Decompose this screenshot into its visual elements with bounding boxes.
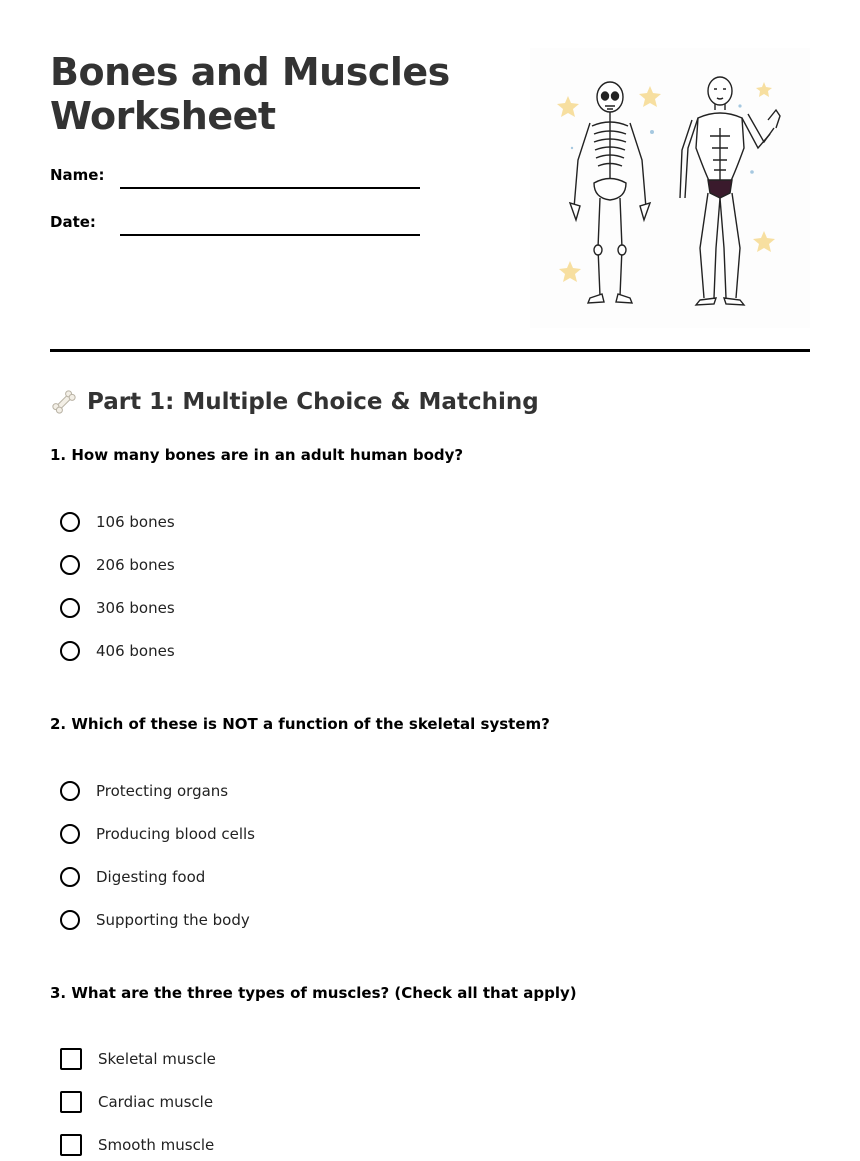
option-label: Producing blood cells (96, 825, 255, 843)
skeleton-figure (570, 82, 650, 303)
option-label: 206 bones (96, 556, 175, 574)
checkbox[interactable] (60, 1048, 82, 1070)
radio-button[interactable] (60, 824, 80, 844)
date-label: Date: (50, 213, 96, 231)
radio-button[interactable] (60, 910, 80, 930)
option-label: 406 bones (96, 642, 175, 660)
checkbox[interactable] (60, 1134, 82, 1156)
option-q2-c[interactable] (60, 864, 205, 890)
option-label: 306 bones (96, 599, 175, 617)
title-line-1: Bones and Muscles (50, 50, 450, 94)
section-heading-text: Part 1: Multiple Choice & Matching (87, 389, 539, 415)
radio-button[interactable] (60, 598, 80, 618)
name-label: Name: (50, 166, 105, 184)
option-q1-c[interactable] (60, 595, 175, 621)
name-field-line[interactable] (120, 187, 420, 189)
header-divider (50, 349, 810, 352)
question-2: 2. Which of these is NOT a function of the skeletal system? (50, 715, 550, 733)
option-q1-b[interactable] (60, 552, 175, 578)
radio-button[interactable] (60, 781, 80, 801)
muscle-figure (680, 77, 780, 305)
title-line-2: Worksheet (50, 94, 276, 138)
option-q3-c[interactable] (60, 1132, 214, 1158)
option-label: Skeletal muscle (98, 1050, 216, 1068)
bone-icon (50, 388, 78, 416)
radio-button[interactable] (60, 867, 80, 887)
option-q2-d[interactable] (60, 907, 250, 933)
radio-button[interactable] (60, 641, 80, 661)
skeleton-muscle-illustration (530, 48, 810, 328)
option-q3-a[interactable] (60, 1046, 216, 1072)
option-label: 106 bones (96, 513, 175, 531)
section-heading-part-1 (50, 388, 539, 416)
radio-button[interactable] (60, 512, 80, 532)
date-field-line[interactable] (120, 234, 420, 236)
radio-button[interactable] (60, 555, 80, 575)
question-3: 3. What are the three types of muscles? (Check all that apply) (50, 984, 577, 1002)
worksheet-title (50, 50, 450, 138)
option-label: Digesting food (96, 868, 206, 886)
option-q1-a[interactable] (60, 509, 175, 535)
option-label: Smooth muscle (98, 1136, 215, 1154)
option-q2-b[interactable] (60, 821, 255, 847)
option-q2-a[interactable] (60, 778, 228, 804)
checkbox[interactable] (60, 1091, 82, 1113)
option-label: Protecting organs (96, 782, 229, 800)
option-label: Cardiac muscle (98, 1093, 214, 1111)
star-decorations (557, 82, 775, 282)
option-q3-b[interactable] (60, 1089, 213, 1115)
question-1: 1. How many bones are in an adult human body? (50, 446, 464, 464)
option-label: Supporting the body (96, 911, 250, 929)
option-q1-d[interactable] (60, 638, 175, 664)
skeleton-and-muscle-body-illustration (530, 48, 810, 328)
